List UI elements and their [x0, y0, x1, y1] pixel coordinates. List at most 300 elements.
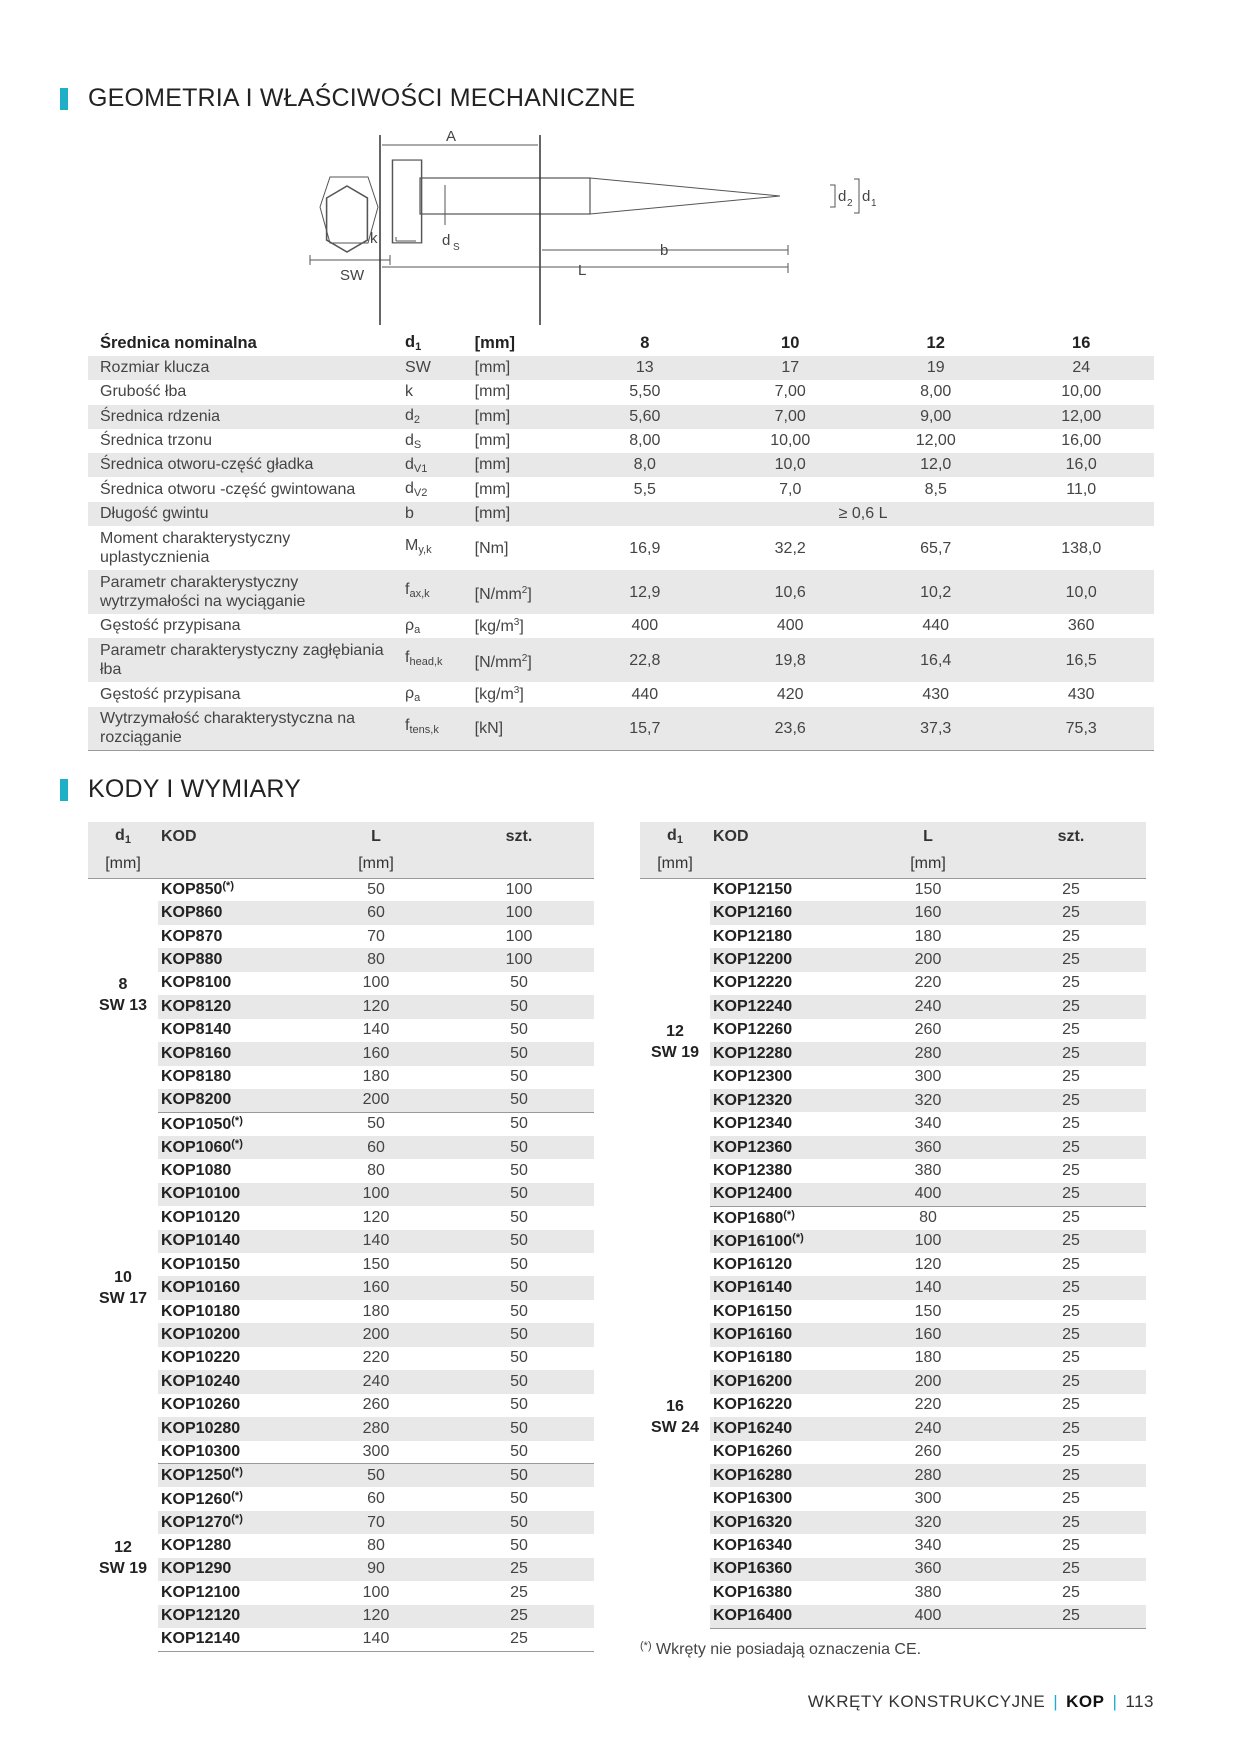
no-ce-mark: (*)	[231, 1513, 243, 1526]
length-value: 70	[367, 927, 385, 945]
no-ce-mark: (*)	[783, 1208, 795, 1221]
property-value: 16,5	[1008, 638, 1154, 682]
product-code: KOP12220	[713, 974, 793, 992]
table-row	[88, 1300, 594, 1323]
product-code: KOP1280	[161, 1536, 232, 1554]
length-value: 160	[308, 1276, 444, 1299]
table-row	[88, 1511, 594, 1534]
quantity-value: 25	[1062, 1349, 1080, 1367]
label-d1-sub: 1	[871, 198, 877, 209]
quantity-value: 25	[1062, 1396, 1080, 1414]
property-value: 360	[1067, 617, 1095, 635]
table-row	[640, 1136, 1146, 1159]
quantity-value: 50	[444, 1183, 594, 1206]
quantity-value: 25	[1062, 880, 1080, 898]
property-value: 5,5	[633, 480, 656, 498]
quantity-value: 25	[996, 948, 1146, 971]
no-ce-mark: (*)	[231, 1114, 243, 1127]
length-value: 240	[860, 995, 996, 1018]
quantity-value: 50	[444, 1276, 594, 1299]
property-label: Średnica otworu -część gwintowana	[100, 480, 356, 498]
property-value: 8,5	[924, 480, 947, 498]
product-code: KOP16140	[710, 1276, 860, 1299]
product-code: KOP850(*)	[161, 880, 234, 899]
product-code: KOP10240	[158, 1370, 308, 1393]
property-symbol: k	[405, 383, 414, 401]
length-value: 140	[860, 1276, 996, 1299]
property-value: ≥ 0,6 L	[572, 502, 1154, 526]
properties-header-row	[88, 330, 1154, 356]
property-label: Parametr charakterystyczny zagłębiania łba	[88, 638, 403, 682]
product-code: KOP8140	[161, 1021, 232, 1039]
quantity-value: 50	[510, 1349, 528, 1367]
quantity-value: 50	[510, 1255, 528, 1273]
property-label: Średnica otworu-część gładka	[88, 453, 403, 477]
property-value: 5,60	[572, 405, 717, 429]
length-value: 200	[308, 1323, 444, 1346]
table-row	[88, 948, 594, 971]
quantity-value: 25	[1062, 1021, 1080, 1039]
quantity-value: 50	[510, 1068, 528, 1086]
quantity-value: 25	[996, 1323, 1146, 1346]
product-code: KOP16280	[710, 1464, 860, 1487]
table-row	[88, 1487, 594, 1510]
length-value: 80	[919, 1209, 937, 1227]
label-sw: SW	[340, 267, 365, 284]
section-title-text: KODY I WYMIARY	[88, 775, 302, 803]
col-l-unit: [mm]	[860, 851, 996, 878]
quantity-value: 50	[510, 974, 528, 992]
label-a: A	[446, 128, 457, 145]
length-value: 220	[362, 1349, 390, 1367]
table-row	[88, 1605, 594, 1628]
product-code: KOP1680(*)	[713, 1208, 795, 1227]
col-d1: $d_1$	[640, 822, 710, 851]
length-value: 240	[308, 1370, 444, 1393]
product-code: KOP16100(*)	[710, 1230, 860, 1253]
table-row	[88, 1230, 594, 1253]
product-code: KOP1250(*)	[158, 1464, 308, 1487]
property-row	[88, 526, 1154, 570]
length-value: 120	[308, 995, 444, 1018]
product-code: KOP10200	[158, 1323, 308, 1346]
length-value: 320	[860, 1511, 996, 1534]
quantity-value: 25	[1062, 1443, 1080, 1461]
product-code: KOP880	[158, 948, 308, 971]
quantity-value: 50	[510, 1115, 528, 1133]
property-symbol: $d_S$	[405, 431, 422, 451]
length-value: 140	[308, 1628, 444, 1651]
footer-separator: |	[1053, 1692, 1059, 1711]
length-value: 220	[914, 974, 942, 992]
property-unit: $[N/mm^2]$	[473, 638, 572, 682]
label-d2-sub: 2	[847, 198, 853, 209]
length-value: 360	[860, 1558, 996, 1581]
length-value: 300	[308, 1441, 444, 1464]
product-code: KOP860	[158, 901, 308, 924]
product-code: KOP16400	[710, 1605, 860, 1628]
header-diameter: 12	[926, 333, 945, 352]
screw-technical-drawing	[290, 125, 990, 325]
table-row	[640, 1066, 1146, 1089]
quantity-value: 25	[444, 1558, 594, 1581]
length-value: 90	[308, 1558, 444, 1581]
table-row	[88, 1558, 594, 1581]
table-row	[640, 1089, 1146, 1112]
quantity-value: 50	[510, 1396, 528, 1414]
table-row	[640, 972, 1146, 995]
length-value: 280	[308, 1417, 444, 1440]
length-value: 180	[914, 927, 942, 945]
table-row	[640, 1112, 1146, 1135]
quantity-value: 50	[444, 1464, 594, 1487]
product-code: KOP8200	[158, 1089, 308, 1112]
product-code: KOP12360	[710, 1136, 860, 1159]
no-ce-mark: (*)	[231, 1138, 243, 1151]
product-code: KOP12240	[710, 995, 860, 1018]
label-ds-sub: S	[453, 242, 460, 253]
product-code: KOP12400	[710, 1183, 860, 1206]
length-value: 150	[362, 1255, 390, 1273]
page-footer	[808, 1692, 1154, 1712]
length-value: 50	[367, 1115, 385, 1133]
property-value: 8,00	[629, 432, 661, 450]
product-code: KOP16360	[710, 1558, 860, 1581]
product-code: KOP8180	[161, 1068, 232, 1086]
length-value: 160	[308, 1042, 444, 1065]
col-d1: $d_1$	[88, 822, 158, 851]
quantity-value: 25	[1062, 1115, 1080, 1133]
length-value: 150	[914, 880, 942, 898]
quantity-value: 50	[444, 995, 594, 1018]
property-label: Długość gwintu	[88, 502, 403, 526]
quantity-value: 50	[510, 1161, 528, 1179]
quantity-value: 50	[510, 1536, 528, 1554]
group-diameter: 12 SW 19	[88, 1464, 158, 1652]
property-unit: [mm]	[474, 480, 511, 498]
quantity-value: 25	[996, 1276, 1146, 1299]
table-row	[88, 972, 594, 995]
label-b: b	[660, 242, 669, 259]
table-row	[88, 1159, 594, 1182]
property-symbol: $d_{V2}$	[405, 480, 428, 500]
quantity-value: 25	[996, 1417, 1146, 1440]
table-row	[88, 995, 594, 1018]
property-value: 8,00	[920, 383, 952, 401]
product-code: KOP12100	[161, 1583, 241, 1601]
property-symbol: $M_{y,k}$	[405, 537, 432, 557]
property-value: 7,0	[779, 480, 802, 498]
product-code: KOP16220	[713, 1396, 793, 1414]
property-value: 8,0	[572, 453, 717, 477]
property-unit: [mm]	[474, 383, 511, 401]
table-row	[88, 1464, 594, 1487]
property-value: 7,00	[717, 405, 863, 429]
property-symbol: $\rho_a$	[405, 616, 421, 636]
quantity-value: 50	[510, 1490, 528, 1508]
property-symbol: $d_2$	[403, 405, 473, 429]
product-code: KOP8100	[161, 974, 232, 992]
page-number: 113	[1125, 1692, 1154, 1711]
table-row	[640, 1534, 1146, 1557]
property-label: Średnica trzonu	[100, 432, 213, 450]
quantity-value: 25	[996, 1183, 1146, 1206]
table-row	[88, 1323, 594, 1346]
quantity-value: 50	[444, 1417, 594, 1440]
table-row	[88, 1112, 594, 1135]
codes-table-right	[640, 822, 1146, 1629]
quantity-value: 25	[996, 1089, 1146, 1112]
quantity-value: 25	[996, 995, 1146, 1018]
table-row	[88, 1441, 594, 1464]
property-unit: [mm]	[473, 502, 572, 526]
footer-product: KOP	[1066, 1692, 1105, 1711]
property-label: Rozmiar klucza	[88, 356, 403, 380]
property-row	[88, 453, 1154, 477]
property-value: 12,0	[863, 453, 1009, 477]
property-label: Gęstość przypisana	[100, 685, 241, 703]
table-row	[640, 1441, 1146, 1464]
length-value: 120	[362, 1208, 390, 1226]
quantity-value: 50	[444, 1323, 594, 1346]
table-row	[640, 1276, 1146, 1299]
table-row	[640, 1581, 1146, 1604]
property-row	[88, 502, 1154, 526]
product-code: KOP16340	[713, 1536, 793, 1554]
product-code: KOP12320	[710, 1089, 860, 1112]
label-d2: d	[838, 188, 847, 205]
property-value: 37,3	[863, 707, 1009, 751]
property-symbol: $d_{V1}$	[403, 453, 473, 477]
table-row	[88, 1042, 594, 1065]
product-code: KOP1080	[161, 1161, 232, 1179]
table-row	[640, 1487, 1146, 1510]
property-value: 22,8	[572, 638, 717, 682]
table-row	[88, 878, 594, 901]
group-diameter: 8 SW 13	[88, 878, 158, 1112]
property-unit: [mm]	[474, 432, 511, 450]
table-row	[640, 995, 1146, 1018]
header-label: Średnica nominalna	[100, 333, 257, 352]
table-row	[88, 1534, 594, 1557]
quantity-value: 25	[444, 1605, 594, 1628]
length-value: 160	[860, 901, 996, 924]
footer-category: WKRĘTY KONSTRUKCYJNE	[807, 1692, 1046, 1711]
property-row	[88, 638, 1154, 682]
property-label: Średnica rdzenia	[88, 405, 403, 429]
section-marker	[60, 779, 68, 801]
product-code: KOP12180	[713, 927, 793, 945]
property-value: 440	[922, 617, 950, 635]
product-code: KOP16120	[713, 1255, 793, 1273]
property-value: 16,0	[1008, 453, 1154, 477]
quantity-value: 25	[510, 1583, 528, 1601]
property-value: 17	[717, 356, 863, 380]
length-value: 320	[860, 1089, 996, 1112]
product-code: KOP12280	[710, 1042, 860, 1065]
property-value: 12,9	[572, 570, 717, 614]
table-row	[88, 1019, 594, 1042]
length-value: 300	[914, 1490, 942, 1508]
length-value: 380	[914, 1161, 942, 1179]
table-row	[640, 1206, 1146, 1229]
property-value: 75,3	[1008, 707, 1154, 751]
property-value: 32,2	[774, 539, 806, 557]
quantity-value: 25	[1062, 974, 1080, 992]
length-value: 100	[362, 974, 390, 992]
property-row	[88, 682, 1154, 706]
property-value: 10,6	[717, 570, 863, 614]
property-value: 400	[776, 617, 804, 635]
product-code: KOP10300	[158, 1441, 308, 1464]
property-row	[88, 477, 1154, 501]
table-row	[640, 1370, 1146, 1393]
quantity-value: 50	[444, 1441, 594, 1464]
product-code: KOP12300	[713, 1068, 793, 1086]
property-row	[88, 356, 1154, 380]
quantity-value: 50	[444, 1089, 594, 1112]
length-value: 150	[914, 1302, 942, 1320]
col-d1-unit: [mm]	[640, 851, 710, 878]
property-value: 23,6	[717, 707, 863, 751]
product-code: KOP8160	[158, 1042, 308, 1065]
section-title-text: GEOMETRIA I WŁAŚCIWOŚCI MECHANICZNE	[88, 84, 636, 112]
property-unit: [kN]	[473, 707, 572, 751]
property-label: Wytrzymałość charakterystyczna na rozciąganie	[88, 707, 403, 751]
length-value: 180	[362, 1068, 390, 1086]
label-d1: d	[862, 188, 871, 205]
property-symbol: $\rho_a$	[405, 685, 421, 705]
property-value: 19	[863, 356, 1009, 380]
length-value: 120	[914, 1255, 942, 1273]
quantity-value: 50	[510, 1302, 528, 1320]
property-value: 19,8	[717, 638, 863, 682]
group-diameter: 10 SW 17	[88, 1112, 158, 1464]
property-value: 65,7	[920, 539, 952, 557]
table-row	[88, 901, 594, 924]
header-symbol: $d_1$	[405, 333, 422, 353]
product-code: KOP10160	[158, 1276, 308, 1299]
quantity-value: 25	[996, 1042, 1146, 1065]
codes-table-left	[88, 822, 594, 1652]
property-unit: $[kg/m^3]$	[474, 685, 524, 704]
length-value: 100	[362, 1583, 390, 1601]
col-l: L	[860, 822, 996, 851]
table-row	[640, 1323, 1146, 1346]
quantity-value: 25	[444, 1628, 594, 1651]
label-ds: d	[442, 232, 451, 249]
table-row	[640, 1230, 1146, 1253]
table-row	[640, 1394, 1146, 1417]
group-diameter: 12 SW 19	[640, 878, 710, 1206]
length-value: 180	[914, 1349, 942, 1367]
table-row	[88, 1206, 594, 1229]
property-value: 400	[631, 617, 659, 635]
col-szt: szt.	[444, 822, 594, 851]
product-code: KOP870	[161, 927, 223, 945]
property-label: Gęstość przypisana	[100, 617, 241, 635]
quantity-value: 25	[996, 1511, 1146, 1534]
label-k: k	[370, 230, 378, 247]
quantity-value: 25	[1062, 1068, 1080, 1086]
properties-table	[88, 330, 1154, 751]
footnote: (*) Wkręty nie posiadają oznaczenia CE.	[640, 1640, 922, 1658]
length-value: 200	[308, 1089, 444, 1112]
quantity-value: 25	[1062, 1161, 1080, 1179]
property-row	[88, 405, 1154, 429]
length-value: 260	[914, 1021, 942, 1039]
length-value: 260	[914, 1443, 942, 1461]
table-row	[640, 948, 1146, 971]
product-code: KOP10120	[161, 1208, 241, 1226]
property-value: 16,9	[629, 539, 661, 557]
section-title-geometry	[60, 84, 635, 113]
property-value: 9,00	[863, 405, 1009, 429]
quantity-value: 25	[1062, 1536, 1080, 1554]
no-ce-mark: (*)	[222, 880, 234, 893]
table-row	[88, 925, 594, 948]
length-value: 70	[308, 1511, 444, 1534]
property-value: 440	[631, 685, 659, 703]
table-row	[640, 1183, 1146, 1206]
col-kod: KOD	[710, 822, 860, 851]
length-value: 340	[914, 1536, 942, 1554]
length-value: 400	[860, 1183, 996, 1206]
product-code: KOP12150	[713, 880, 793, 898]
length-value: 120	[308, 1605, 444, 1628]
length-value: 280	[860, 1042, 996, 1065]
table-row	[640, 1347, 1146, 1370]
length-value: 50	[367, 880, 385, 898]
product-code: KOP1270(*)	[158, 1511, 308, 1534]
property-value: 430	[922, 685, 950, 703]
quantity-value: 25	[1062, 927, 1080, 945]
property-row	[88, 614, 1154, 638]
length-value: 80	[308, 948, 444, 971]
product-code: KOP8120	[158, 995, 308, 1018]
length-value: 280	[860, 1464, 996, 1487]
length-value: 240	[860, 1417, 996, 1440]
length-value: 340	[914, 1115, 942, 1133]
table-row	[640, 1417, 1146, 1440]
product-code: KOP12200	[710, 948, 860, 971]
table-row	[640, 1511, 1146, 1534]
length-value: 260	[362, 1396, 390, 1414]
table-row	[88, 1089, 594, 1112]
quantity-value: 25	[996, 1464, 1146, 1487]
quantity-value: 50	[510, 1021, 528, 1039]
product-code: KOP16260	[713, 1443, 793, 1461]
quantity-value: 25	[1062, 1209, 1080, 1227]
property-symbol: $f_{ax,k}$	[403, 570, 473, 614]
no-ce-mark: (*)	[231, 1466, 243, 1479]
property-unit: $[N/mm^2]$	[473, 570, 572, 614]
property-value: 11,0	[1066, 480, 1097, 498]
length-value: 50	[308, 1464, 444, 1487]
table-row	[88, 1581, 594, 1604]
length-value: 160	[860, 1323, 996, 1346]
section-title-codes	[60, 775, 301, 804]
property-value: 10,00	[770, 432, 811, 450]
quantity-value: 25	[1062, 1302, 1080, 1320]
product-code: KOP16150	[713, 1302, 793, 1320]
property-symbol: $f_{tens,k}$	[403, 707, 473, 751]
table-row	[88, 1183, 594, 1206]
length-value: 100	[860, 1230, 996, 1253]
property-row	[88, 429, 1154, 453]
header-diameter: 16	[1072, 333, 1091, 352]
product-code: KOP12160	[710, 901, 860, 924]
